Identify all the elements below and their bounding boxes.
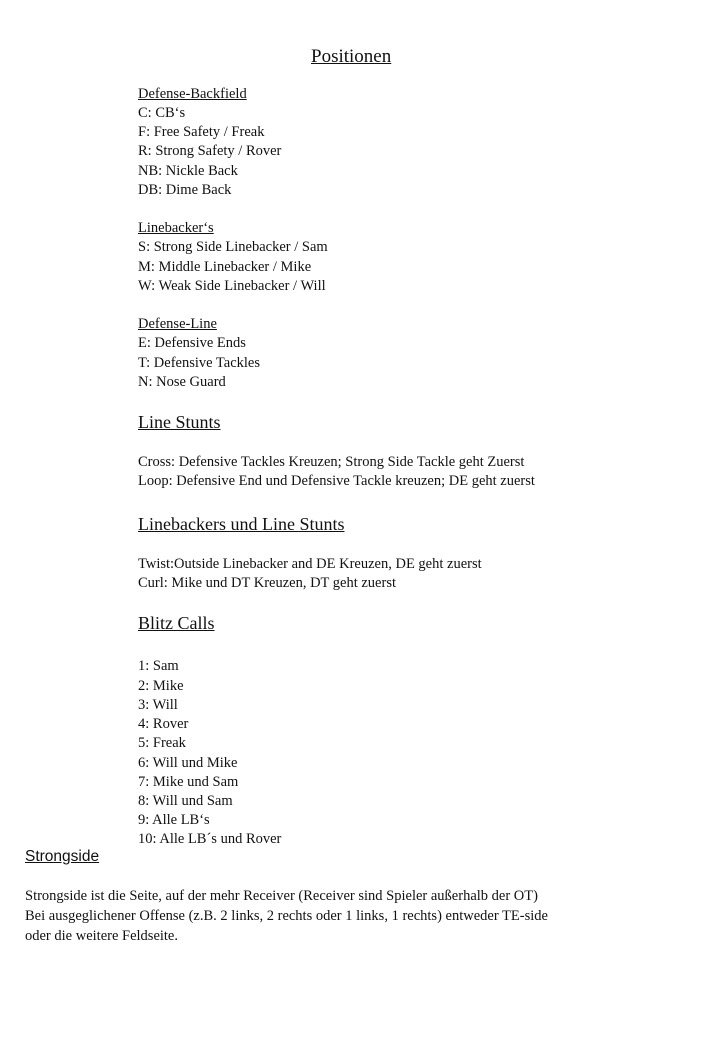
- backfield-item: C: CB‘s: [138, 105, 186, 121]
- linebackers-item: W: Weak Side Linebacker / Will: [138, 278, 326, 294]
- backfield-item: DB: Dime Back: [138, 182, 232, 198]
- blitz-item: 6: Will und Mike: [138, 755, 238, 771]
- line-stunts-item: Cross: Defensive Tackles Kreuzen; Strong Side Tackle geht Zuerst: [138, 454, 525, 470]
- defense-line-item: N: Nose Guard: [138, 374, 226, 390]
- linebackers-item: S: Strong Side Linebacker / Sam: [138, 239, 328, 255]
- page-title: Positionen: [311, 46, 392, 67]
- backfield-item: NB: Nickle Back: [138, 163, 238, 179]
- backfield-item: R: Strong Safety / Rover: [138, 143, 282, 159]
- blitz-item: 1: Sam: [138, 658, 179, 674]
- strongside-line: Strongside ist die Seite, auf der mehr Receiver (Receiver sind Spieler außerhalb der OT): [25, 888, 538, 904]
- linebackers-item: M: Middle Linebacker / Mike: [138, 259, 312, 275]
- strongside-line: Bei ausgeglichener Offense (z.B. 2 links, 2 rechts oder 1 links, 1 rechts) entweder TE-side: [25, 908, 548, 924]
- linebackers-heading: Linebacker‘s: [138, 220, 214, 236]
- strongside-heading: Strongside: [25, 848, 100, 865]
- blitz-item: 7: Mike und Sam: [138, 774, 239, 790]
- strongside-paragraph: [25, 886, 685, 946]
- lb-stunts-item: Twist:Outside Linebacker and DE Kreuzen, DE geht zuerst: [138, 556, 482, 572]
- strongside-line: oder die weitere Feldseite.: [25, 928, 178, 944]
- backfield-heading: Defense-Backfield: [138, 86, 247, 102]
- lb-stunts-heading: Linebackers und Line Stunts: [138, 514, 345, 534]
- defense-line-item: T: Defensive Tackles: [138, 355, 261, 371]
- blitz-item: 3: Will: [138, 697, 178, 713]
- blitz-heading: Blitz Calls: [138, 613, 215, 633]
- backfield-item: F: Free Safety / Freak: [138, 124, 265, 140]
- blitz-item: 9: Alle LB‘s: [138, 812, 210, 828]
- blitz-item: 2: Mike: [138, 678, 184, 694]
- line-stunts-heading: Line Stunts: [138, 412, 221, 432]
- blitz-item: 8: Will und Sam: [138, 793, 233, 809]
- defense-line-heading: Defense-Line: [138, 316, 217, 332]
- line-stunts-item: Loop: Defensive End und Defensive Tackle kreuzen; DE geht zuerst: [138, 473, 535, 489]
- lb-stunts-item: Curl: Mike und DT Kreuzen, DT geht zuerst: [138, 575, 396, 591]
- blitz-item: 10: Alle LB´s und Rover: [138, 831, 282, 847]
- blitz-item: 4: Rover: [138, 716, 189, 732]
- blitz-item: 5: Freak: [138, 735, 186, 751]
- defense-line-item: E: Defensive Ends: [138, 335, 246, 351]
